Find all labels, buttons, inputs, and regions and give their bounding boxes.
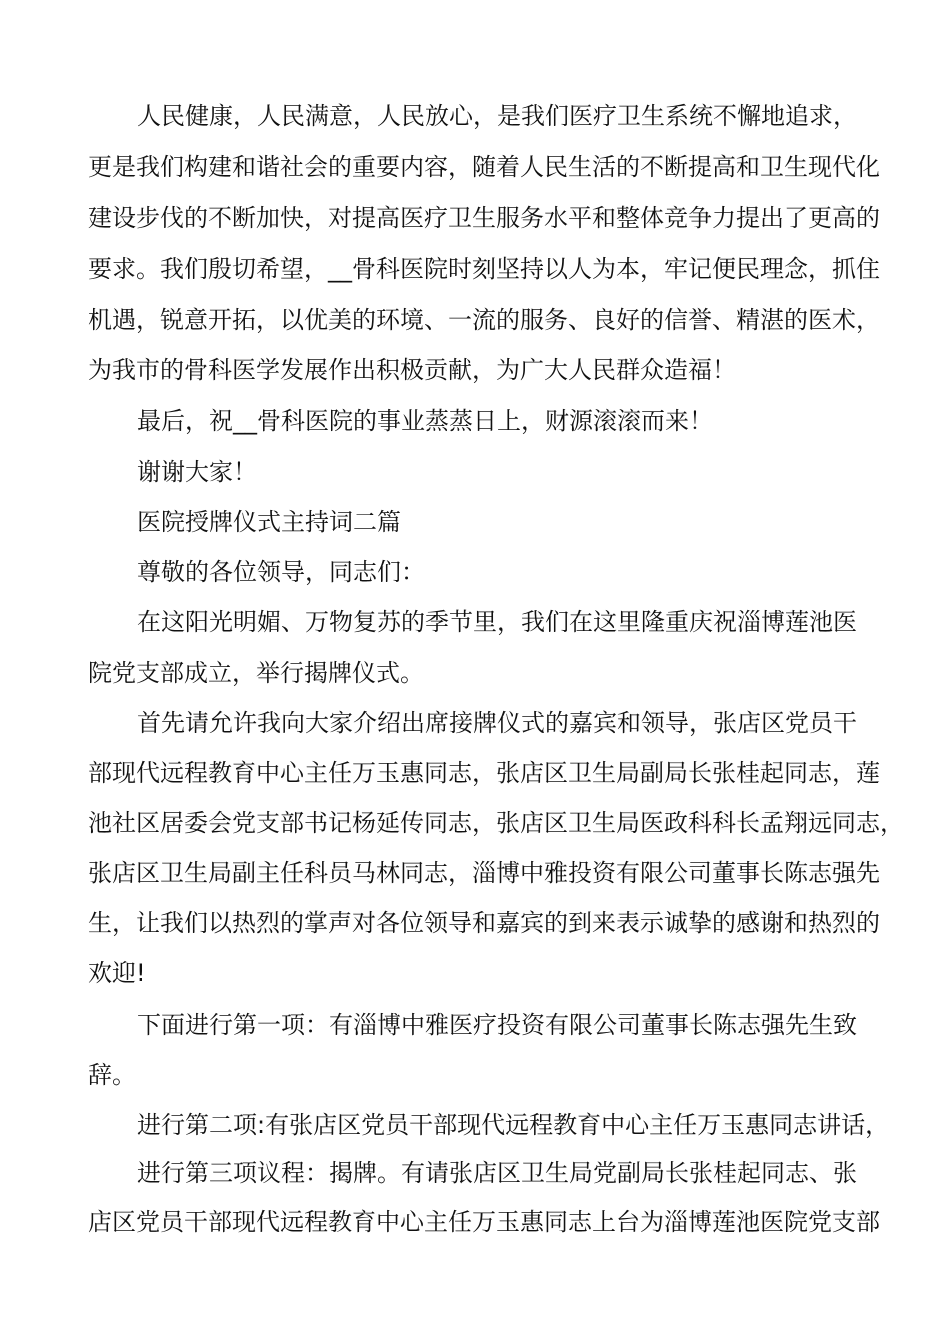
text-line: 院党支部成立，举行揭牌仪式。 xyxy=(88,659,424,687)
section-heading: 医院授牌仪式主持词二篇 xyxy=(137,508,401,536)
text-line: 张店区卫生局副主任科员马林同志，淄博中雅投资有限公司董事长陈志强先 xyxy=(88,859,880,887)
text-line: 进行第三项议程：揭牌。有请张店区卫生局党副局长张桂起同志、张 xyxy=(137,1159,857,1187)
text-line: 更是我们构建和谐社会的重要内容，随着人民生活的不断提高和卫生现代化 xyxy=(88,153,880,181)
text-line: 辞。 xyxy=(88,1061,136,1089)
text-line: 人民健康，人民满意，人民放心，是我们医疗卫生系统不懈地追求， xyxy=(137,102,857,130)
text-line: 下面进行第一项：有淄博中雅医疗投资有限公司董事长陈志强先生致 xyxy=(137,1011,857,1039)
text-line: 欢迎! xyxy=(88,959,146,987)
text-line: 部现代远程教育中心主任万玉惠同志，张店区卫生局副局长张桂起同志，莲 xyxy=(88,759,880,787)
text-line: 谢谢大家！ xyxy=(137,458,257,486)
text-line: 生，让我们以热烈的掌声对各位领导和嘉宾的到来表示诚挚的感谢和热烈的 xyxy=(88,909,880,937)
text-line: 在这阳光明媚、万物复苏的季节里，我们在这里隆重庆祝淄博莲池医 xyxy=(137,608,857,636)
text-line: 池社区居委会党支部书记杨延传同志，张店区卫生局医政科科长孟翔远同志， xyxy=(88,809,904,837)
salutation: 尊敬的各位领导，同志们： xyxy=(137,558,425,586)
text-line: 进行第二项:有张店区党员干部现代远程教育中心主任万玉惠同志讲话， xyxy=(137,1111,890,1139)
text-line: 为我市的骨科医学发展作出积极贡献，为广大人民群众造福！ xyxy=(88,356,736,384)
text-line: 首先请允许我向大家介绍出席接牌仪式的嘉宾和领导，张店区党员干 xyxy=(137,709,857,737)
text-line: 建设步伐的不断加快，对提高医疗卫生服务水平和整体竞争力提出了更高的 xyxy=(88,204,880,232)
text-line: 店区党员干部现代远程教育中心主任万玉惠同志上台为淄博莲池医院党支部 xyxy=(88,1208,880,1236)
text-line: 机遇，锐意开拓，以优美的环境、一流的服务、良好的信誉、精湛的医术， xyxy=(88,306,880,334)
text-line: 最后，祝__骨科医院的事业蒸蒸日上，财源滚滚而来！ xyxy=(137,407,713,435)
text-line: 要求。我们殷切希望，__骨科医院时刻坚持以人为本，牢记便民理念，抓住 xyxy=(88,255,880,283)
